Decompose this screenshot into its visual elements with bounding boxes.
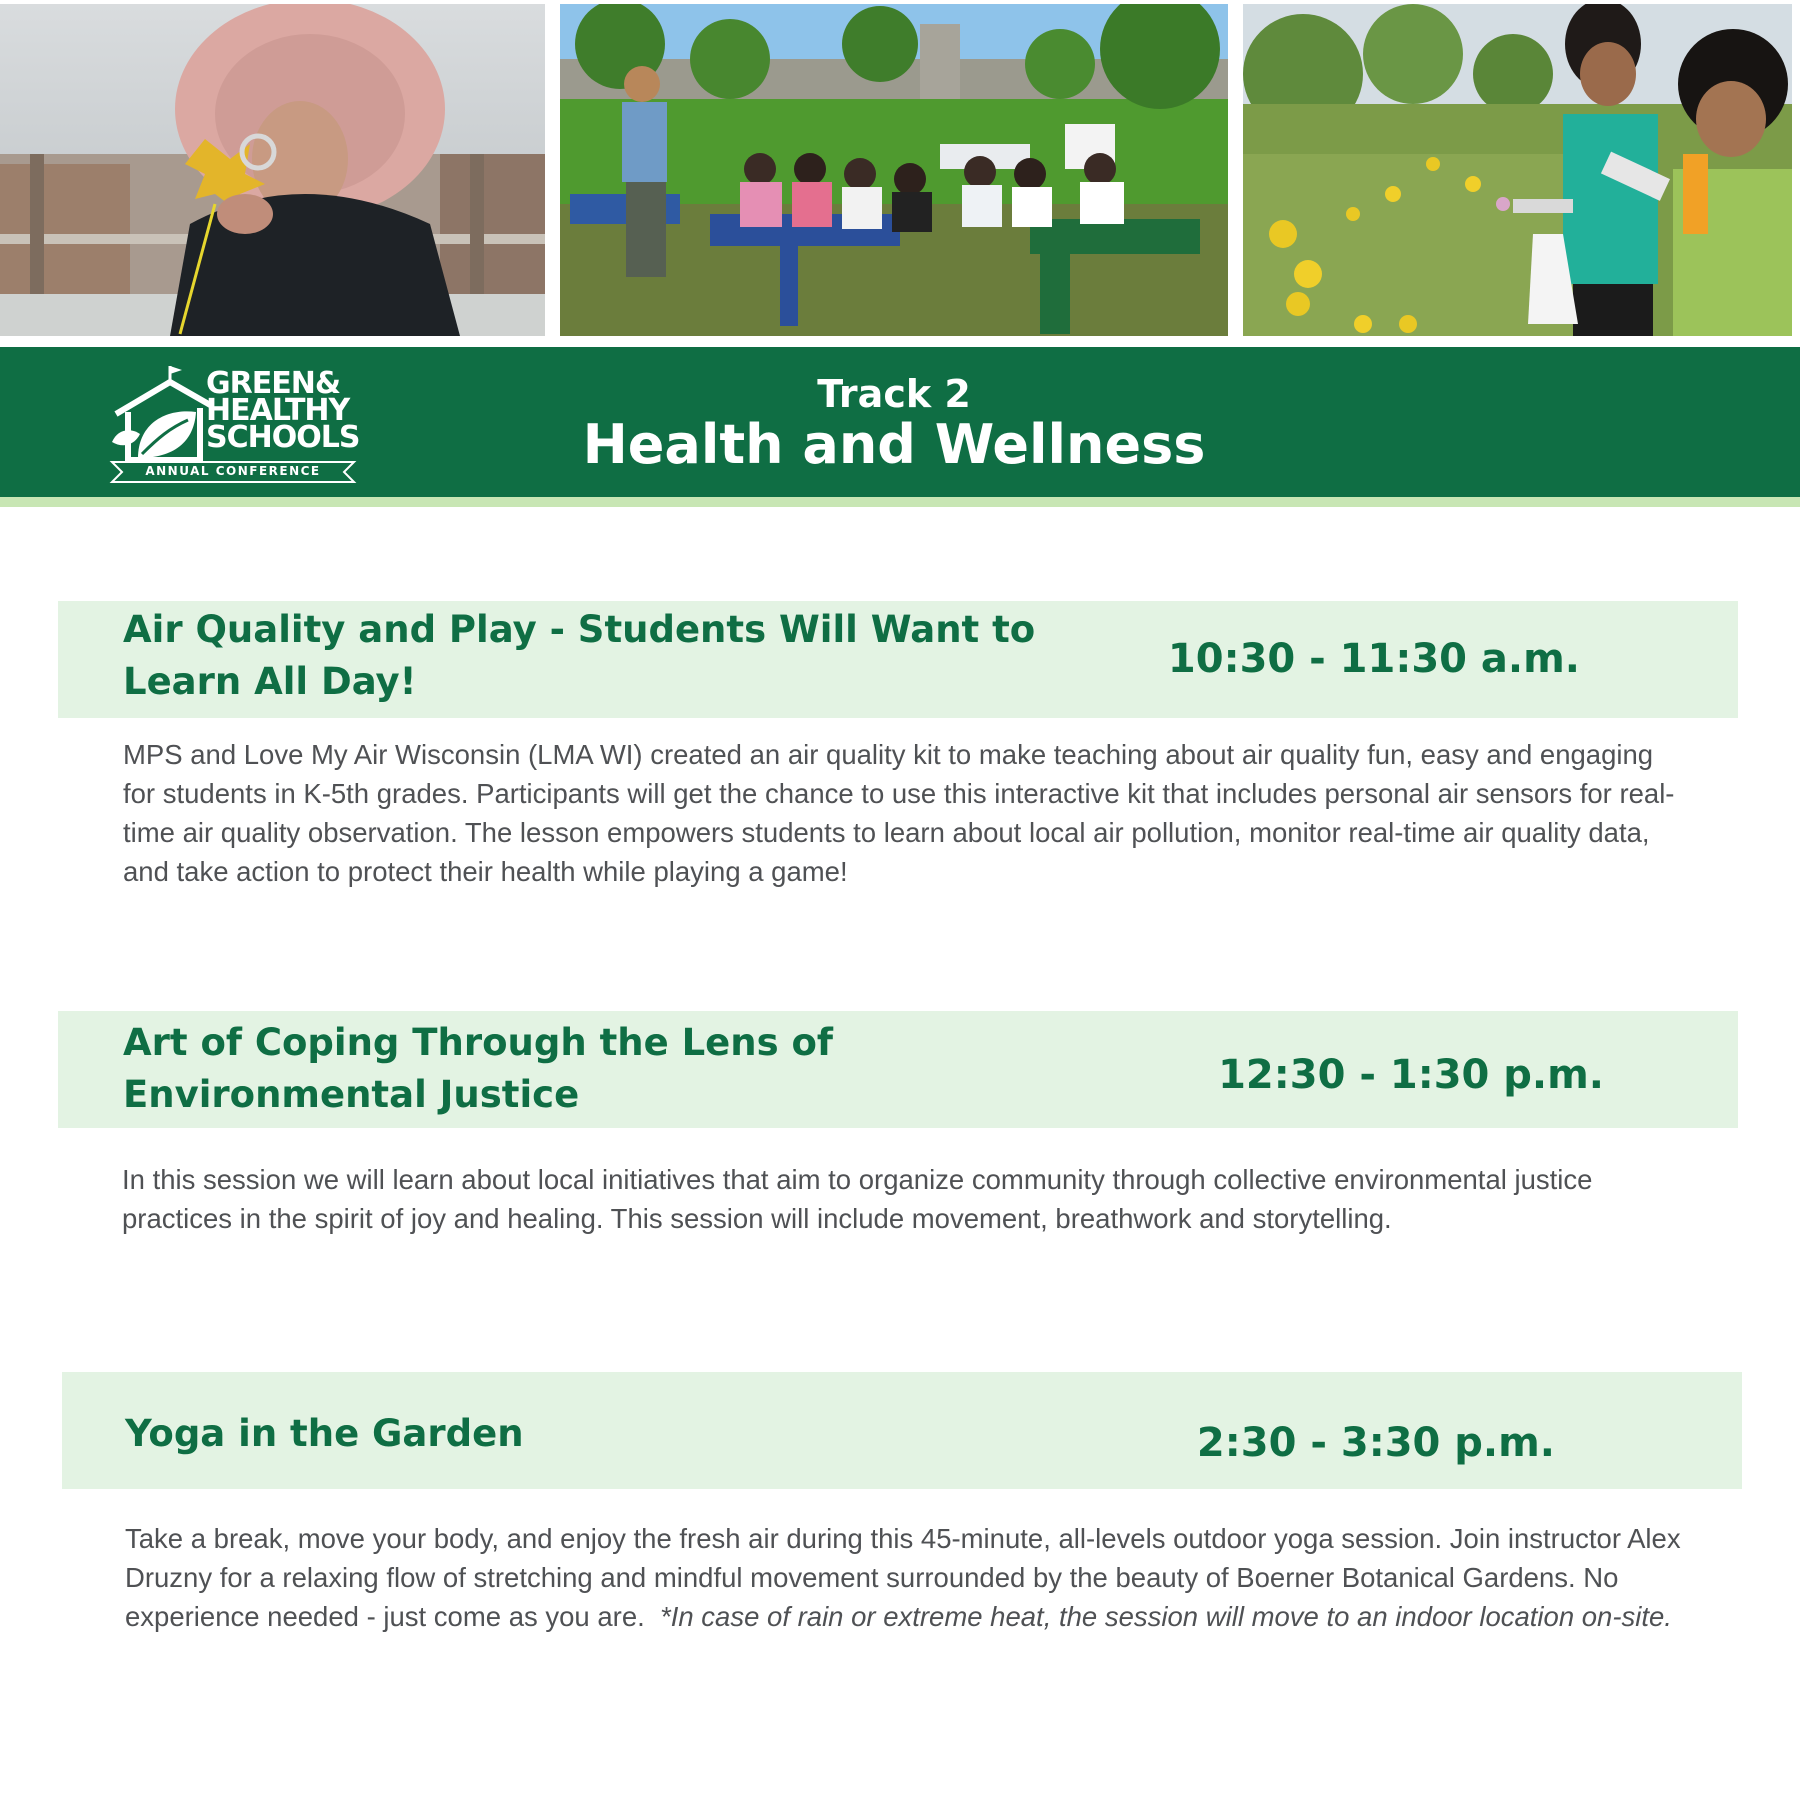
logo-line-3: SCHOOLS: [206, 420, 360, 455]
logo-line-2: HEALTHY: [206, 393, 350, 428]
logo-line-1: GREEN&: [206, 366, 340, 401]
session-description: MPS and Love My Air Wisconsin (LMA WI) created an air quality kit to make teaching about air quality fun, easy and engaging for students in K-5th grades. Participants will get the chance to use this interactive kit that includes personal air sensors for real-time air quality observation. The lesson empowers students to learn about local air pollution, monitor real-time air quality data, and take action to protect their health while playing a game!: [123, 739, 1675, 887]
session-time: 12:30 - 1:30 p.m.: [1218, 1052, 1604, 1098]
banner-accent-stripe: [0, 497, 1800, 507]
session-description-text: Take a break, move your body, and enjoy the fresh air during this 45-minute, all-levels outdoor yoga session. Join instructor Alex Druzny for a relaxing flow of stretching and mindful movement surrounded by the beauty of Boerner Botanical Gardens. No experience needed - just come as you are.: [125, 1523, 1681, 1632]
photo-students-in-prairie: [1243, 4, 1792, 336]
session-title: Yoga in the Garden: [125, 1412, 524, 1455]
photo-child-with-magnifier: [0, 4, 545, 336]
session-time: 10:30 - 11:30 a.m.: [1167, 636, 1580, 682]
photo-outdoor-class: [560, 4, 1228, 336]
session-description: [125, 1519, 1695, 1636]
track-title: Health and Wellness: [582, 413, 1206, 476]
session-weather-note: *In case of rain or extreme heat, the session will move to an indoor location on-site.: [660, 1601, 1672, 1632]
track-number: Track 2: [817, 372, 971, 416]
session-time: 2:30 - 3:30 p.m.: [1196, 1420, 1555, 1466]
session-title: Art of Coping Through the Lens of Environmental Justice: [123, 1021, 834, 1116]
session-description: In this session we will learn about local initiatives that aim to organize community through collective environmental justice practices in the spirit of joy and healing. This session will include movement, breathwork and storytelling.: [122, 1164, 1593, 1234]
logo-ribbon-text: ANNUAL CONFERENCE: [145, 464, 321, 478]
session-title: Air Quality and Play - Students Will Want to Learn All Day!: [123, 608, 1036, 703]
